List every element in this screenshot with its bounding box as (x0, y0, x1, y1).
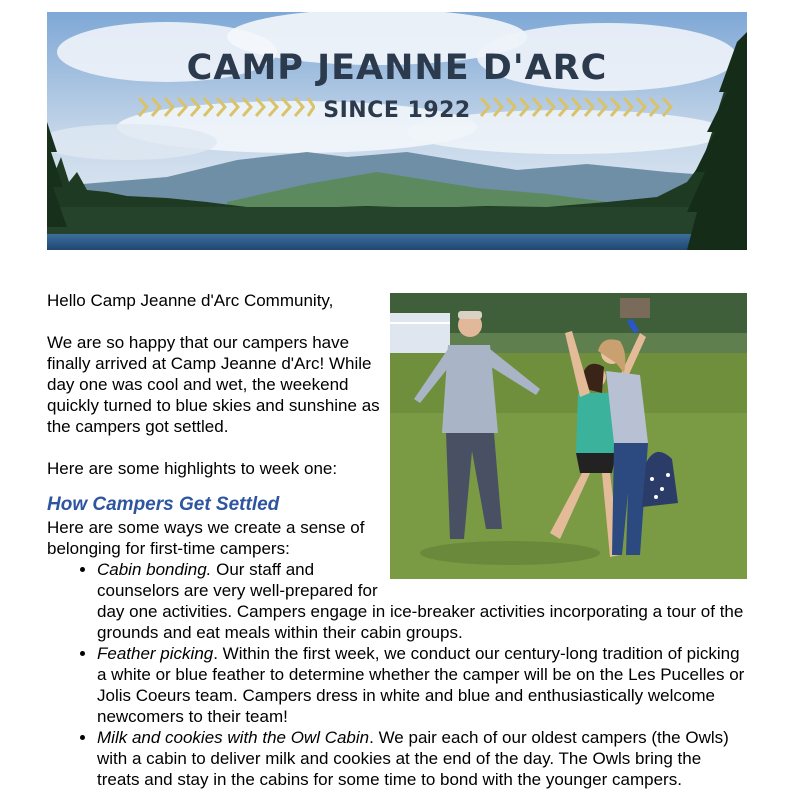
newsletter-body (47, 290, 747, 790)
highlights-list (47, 559, 747, 790)
banner-subtitle: SINCE 1922 (323, 98, 471, 123)
campers-celebrating-image (390, 293, 747, 579)
header-banner (47, 12, 747, 250)
section-heading: How Campers Get Settled (47, 494, 280, 515)
list-item-term: Cabin bonding. (97, 560, 212, 579)
list-item-text: . Within the first week, we conduct our century-long tradition of picking a white or blue feather to determine whether the camper will be on the Les Pucelles or Jolis Coeurs team. Campers dress in white and blue and enthusiastically welcome newcomers to their team! (97, 644, 745, 726)
list-item (97, 727, 747, 790)
banner-title: CAMP JEANNE D'ARC (186, 48, 608, 88)
list-item (97, 643, 747, 727)
intro-paragraph: We are so happy that our campers have finally arrived at Camp Jeanne d'Arc! While day one was cool and wet, the weekend quickly turned to blue skies and sunshine as the campers got settled. (47, 333, 380, 436)
greeting: Hello Camp Jeanne d'Arc Community, (47, 291, 334, 310)
campers-photo (390, 293, 747, 579)
highlights-lead: Here are some highlights to week one: (47, 459, 338, 478)
list-item-term: Milk and cookies with the Owl Cabin (97, 728, 370, 747)
list-item-text: Our staff and counselors are very well-prepared for day one activities. Campers engage in ice-breaker activities incorporating a tour of the grounds and eat meals within their cabin groups. (97, 560, 744, 642)
list-item-term: Feather picking (97, 644, 214, 663)
list-item-text: . We pair each of our oldest campers (the Owls) with a cabin to deliver milk and cookies at the end of the day. The Owls bring the treats and stay in the cabins for some time to bond with the younger campers. (97, 728, 729, 789)
section-intro: Here are some ways we create a sense of belonging for first-time campers: (47, 518, 365, 558)
chevron-decoration-right-icon (477, 94, 677, 120)
